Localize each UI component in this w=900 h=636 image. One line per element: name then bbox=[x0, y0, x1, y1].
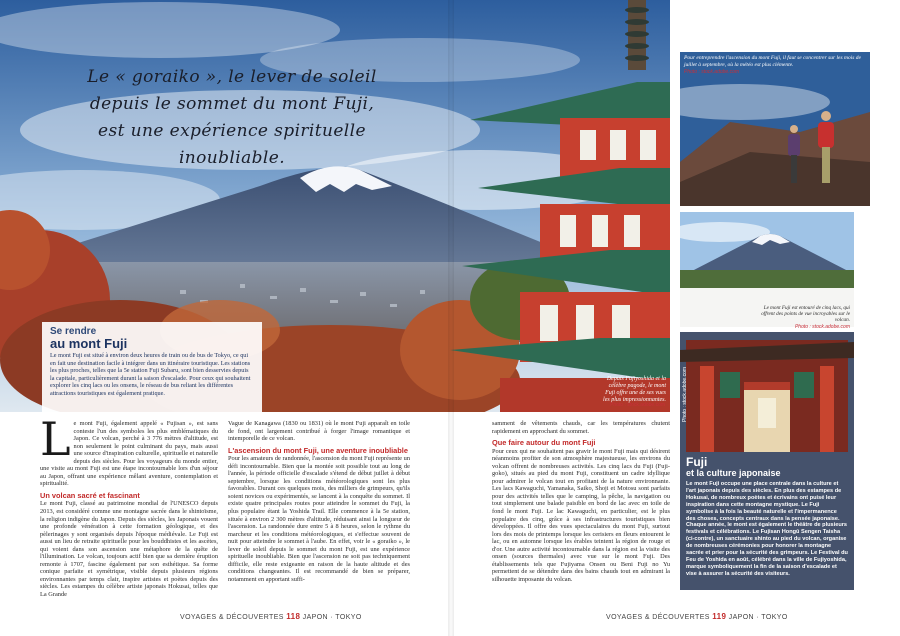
section-name: JAPON · TOKYO bbox=[302, 614, 362, 621]
quote-line: Le « goraiko », le lever de soleil bbox=[87, 67, 377, 87]
caption-text: Le mont Fuji est entouré de cinq lacs, qui offrent des points de vue incroyables sur le volcan. bbox=[761, 305, 850, 324]
box-text: Le mont Fuji est situé à environ deux heures de train ou de bus de Tokyo, ce qui en fait une destination facile à intégrer dans un itinéraire touristique. Les stations les plus proches, telles que la 5e station Fuji Subaru, sont bien desservies depuis la capitale, particulièrement durant la saison d'escalade. Pour ceux qui souhaitent explorer les cinq lacs ou les onsens, le réseau de bus reliant les différentes attractions touristiques est également pratique. bbox=[50, 352, 251, 397]
text-column-1 bbox=[40, 412, 218, 600]
paragraph: Pour les amateurs de randonnée, l'ascension du mont Fuji représente un défi incontournable. Bien que la montée soit possible tout au long de l'année, la période officielle d'escalade s'étend de début juillet à début septembre, lorsque les conditions météorologiques sont les plus favorables. Durant ces quelques mois, des milliers de grimpeurs, qu'ils soient novices ou expérimentés, se lancent à la conquête du sommet. Il existe quatre principales routes pour atteindre le sommet du Fuji, la plus populaire étant la Yoshida Trail. Elle commence à la 5e station, située à environ 2 300 mètres d'altitude, réduisant ainsi la longueur de l'ascension. La randonnée dure entre 5 à 8 heures, selon le rythme du marcheur et les conditions météorologiques, et s'effectue souvent de nuit pour atteindre le sommet à l'aube. En effet, voir le « goraiko », le lever de soleil depuis le sommet du mont Fuji, est une expérience spirituelle inoubliable. Bien que l'ascension ne soit pas techniquement difficile, elle reste exigeante en raison de la haute altitude et des conditions changeantes. Il est recommandé de bien se préparer, notamment en apportant suffi- bbox=[228, 455, 410, 583]
intro-text: e mont Fuji, également appelé « Fujisan », est sans conteste l'un des symboles les plus emblématiques du Japon. Ce volcan, perché à 3 776 mètres d'altitude, est non seulement le point culminant du pays, mais aussi une source d'inspiration culturelle, spirituelle et naturelle depuis des siècles. Pour les voyageurs du monde entier, une visite au mont Fuji est une étape incontournable lors d'un séjour au Japon, offrant une expérience mêlant aventure, contemplation et spiritualité. bbox=[40, 420, 218, 488]
shrine-photo bbox=[680, 332, 854, 458]
pagoda-caption: Depuis Fujiyoshida et la célèbre pagode, le mont Fuji offre une de ses vues les plus impressionnantes. bbox=[603, 376, 666, 403]
paragraph: Vague de Kanagawa (1830 ou 1831) où le mont Fuji apparaît en toile de fond, ont largement contribué à forger l'image romantique et intemporelle de ce volcan. bbox=[228, 420, 410, 443]
drop-cap: L bbox=[40, 412, 71, 466]
section-heading: L'ascension du mont Fuji, une aventure inoubliable bbox=[228, 445, 408, 455]
page-number: 118 bbox=[286, 612, 301, 621]
magazine-name: VOYAGES & DÉCOUVERTES bbox=[606, 614, 710, 621]
box-subtitle: et la culture japonaise bbox=[686, 468, 781, 478]
magazine-name: VOYAGES & DÉCOUVERTES bbox=[180, 614, 284, 621]
paragraph: samment de vêtements chauds, car les températures chutent rapidement en approchant du sommet. bbox=[492, 420, 670, 435]
section-name: JAPON · TOKYO bbox=[728, 614, 788, 621]
right-folio bbox=[606, 612, 788, 621]
box-title: au mont Fuji bbox=[50, 336, 128, 351]
shrine-illustration bbox=[680, 332, 854, 458]
box-kicker: Se rendre bbox=[50, 326, 97, 337]
photo-credit: Photo : stock.adobe.com bbox=[794, 323, 850, 330]
fuji-culture-box bbox=[680, 452, 854, 590]
hero-quote bbox=[72, 64, 392, 172]
paragraph: Pour ceux qui ne souhaitent pas gravir le mont Fuji mais qui désirent néanmoins profiter de son atmosphère majestueuse, les environs du volcan offrent de nombreuses activités. Les cinq lacs du Fuji (Fuji-goko), situés au pied du mont Fuji, constituent un cadre idyllique pour admirer le volcan tout en profitant de la nature environnante. Les lacs Kawaguchi, Yamanaka, Saiko, Shoji et Motosu sont parfaits pour des activités telles que le camping, la pêche, la navigation ou tout simplement une balade paisible en bord de lac avec en toile de fond le mont Fuji. Le lac Kawaguchi, en particulier, est le plus populaire des cinq, grâce à ses infrastructures touristiques bien développées. Il offre des vues spectaculaires du mont Fuji, surtout lors des mois de printemps lorsque les cerisiers en fleurs entourent le lac, ou en automne lorsque les érables teintent la région de rouge et d'or. Une autre activité incontournable dans la région est la visite des onsen (sources thermales) avec vue sur le mont Fuji. Des établissements tels que Fujiyama Onsen ou Beni Fuji no Yu permettent de se détendre dans des bains chauds tout en admirant la silhouette imposante du volcan. bbox=[492, 447, 670, 583]
photo-credit: Photo : stock.adobe.com bbox=[684, 69, 740, 75]
left-folio bbox=[180, 612, 362, 621]
paragraph: Le mont Fuji, classé au patrimoine mondial de l'UNESCO depuis 2013, est considéré comme une montagne sacrée dans le shintoïsme, la religion indigène du Japon. Depuis des siècles, les Japonais vouent une profonde vénération à cette formation géologique, et des pèlerinages y sont organisés depuis l'époque médiévale. Le Fuji est aussi un lieu de retraite spirituelle pour les bouddhistes et les ascètes, qui voient dans son ascension une métaphore de la quête de l'illumination. Le volcan, toujours actif bien que sa dernière éruption remonte à 1707, fascine également par son esthétique. Sa forme conique parfaite et symétrique, visible depuis plusieurs régions environnantes par temps clair, inspire artistes et poètes depuis des siècles. Les estampes du célèbre artiste japonais Hokusai, telles que La Grande bbox=[40, 500, 218, 599]
hikers-caption bbox=[684, 55, 864, 76]
photo-credit: Photo : stock.adobe.com bbox=[610, 402, 666, 408]
box-title: Fuji bbox=[686, 455, 708, 469]
text-column-2 bbox=[228, 420, 410, 584]
photo-credit: Photo : stock.adobe.com bbox=[682, 366, 688, 422]
intro-paragraph bbox=[40, 412, 218, 488]
page-number: 119 bbox=[712, 612, 727, 621]
lake-caption bbox=[752, 305, 850, 330]
quote-line: est une expérience spirituelle inoubliable. bbox=[98, 121, 366, 168]
text-column-3 bbox=[492, 420, 670, 584]
page-gutter bbox=[448, 0, 454, 636]
caption-text: Pour entreprendre l'ascension du mont Fuji, il faut se concentrer sur les mois de juillet à septembre, où la météo est plus clémente. bbox=[684, 55, 861, 68]
box-text: Le mont Fuji occupe une place centrale dans la culture et l'art japonais depuis des siècles. En plus des estampes de Hokusai, de nombreux poètes et écrivains ont puisé leur inspiration dans cette montagne mystique. Le Fuji symbolise à la fois la beauté naturelle et l'impermanence des choses, concepts centraux dans la pensée japonaise. Chaque année, le mont est également le théâtre de plusieurs festivals et célébrations. Le Fujisan Hongū Sengen Taisha (ci-contre), un sanctuaire shinto au pied du volcan, organise de nombreuses cérémonies pour honorer la montagne sacrée et prier pour la sécurité des grimpeurs. Le Festival du Feu de Yoshida en août, célébré dans la ville de Fujiyoshida, marque symboliquement la fin de la saison d'escalade et vise à assurer la sécurité des visiteurs. bbox=[686, 481, 848, 577]
se-rendre-box bbox=[42, 322, 262, 412]
quote-line: depuis le sommet du mont Fuji, bbox=[89, 94, 375, 114]
section-heading: Que faire autour du mont Fuji bbox=[492, 438, 596, 448]
section-heading: Un volcan sacré et fascinant bbox=[40, 490, 140, 500]
